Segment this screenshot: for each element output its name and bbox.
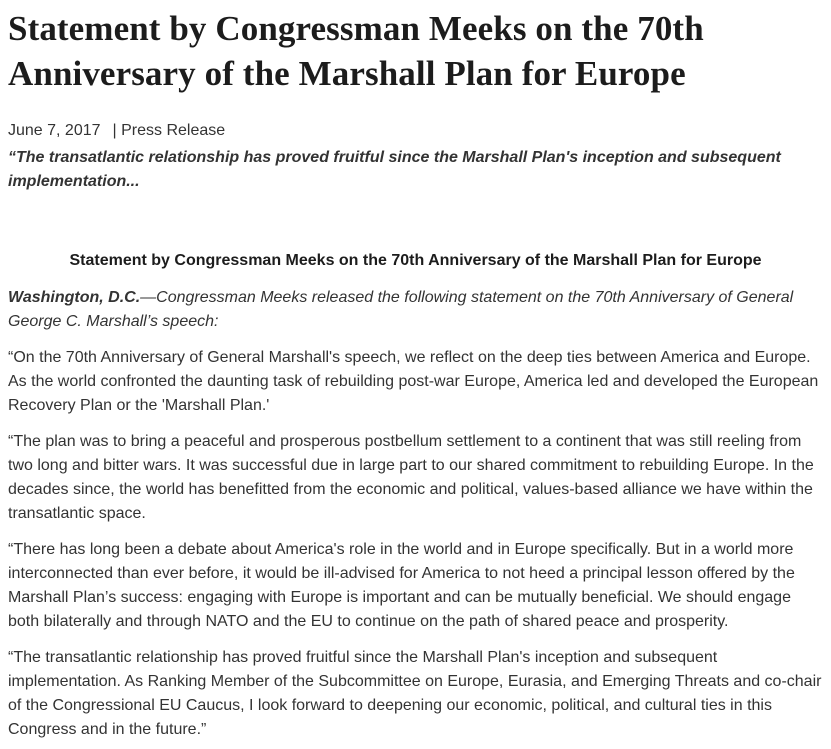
dateline-text: —Congressman Meeks released the following statement on the 70th Anniversary of General George C. Marshall’s speech: [8,289,794,330]
body-paragraph: “There has long been a debate about America's role in the world and in Europe specifically. But in a world more interconnected than ever before, it would be ill-advised for America to not heed a principal lesson offered by the Marshall Plan’s success: engaging with Europe is important and can be mutually beneficial. We should engage both bilaterally and through NATO and the EU to continue on the path of shared peace and prosperity. [8,541,795,630]
dateline-place: Washington, D.C. [8,289,141,306]
body-paragraph: “The plan was to bring a peaceful and prosperous postbellum settlement to a continent that was still reeling from two long and bitter wars. It was successful due in large part to our shared commitment to rebuilding Europe. In the decades since, the world has benefitted from the economic and political, values-based alliance we have within the transatlantic space. [8,433,814,522]
page-title: Statement by Congressman Meeks on the 70th Anniversary of the Marshall Plan for Europe [8,9,704,93]
body-paragraph: “On the 70th Anniversary of General Marshall's speech, we reflect on the deep ties between America and Europe. As the world confronted the daunting task of rebuilding post-war Europe, America led and developed the European Recovery Plan or the 'Marshall Plan.' [8,349,819,414]
article-meta [8,121,823,141]
body-paragraph: “The transatlantic relationship has proved fruitful since the Marshall Plan's inception and subsequent implementation. As Ranking Member of the Subcommittee on Europe, Eurasia, and Emerging Threats and co-chair of the Congressional EU Caucus, I look forward to deepening our economic, political, and cultural ties in this Congress and in the future.” [8,649,822,738]
article-category: | Press Release [112,122,226,139]
publish-date: June 7, 2017 [8,122,101,139]
article-summary: “The transatlantic relationship has proved fruitful since the Marshall Plan's inception and subsequent implementation... [8,149,781,190]
article-subheading: Statement by Congressman Meeks on the 70th Anniversary of the Marshall Plan for Europe [69,252,762,269]
dateline [8,286,823,334]
press-release-article [8,0,823,742]
